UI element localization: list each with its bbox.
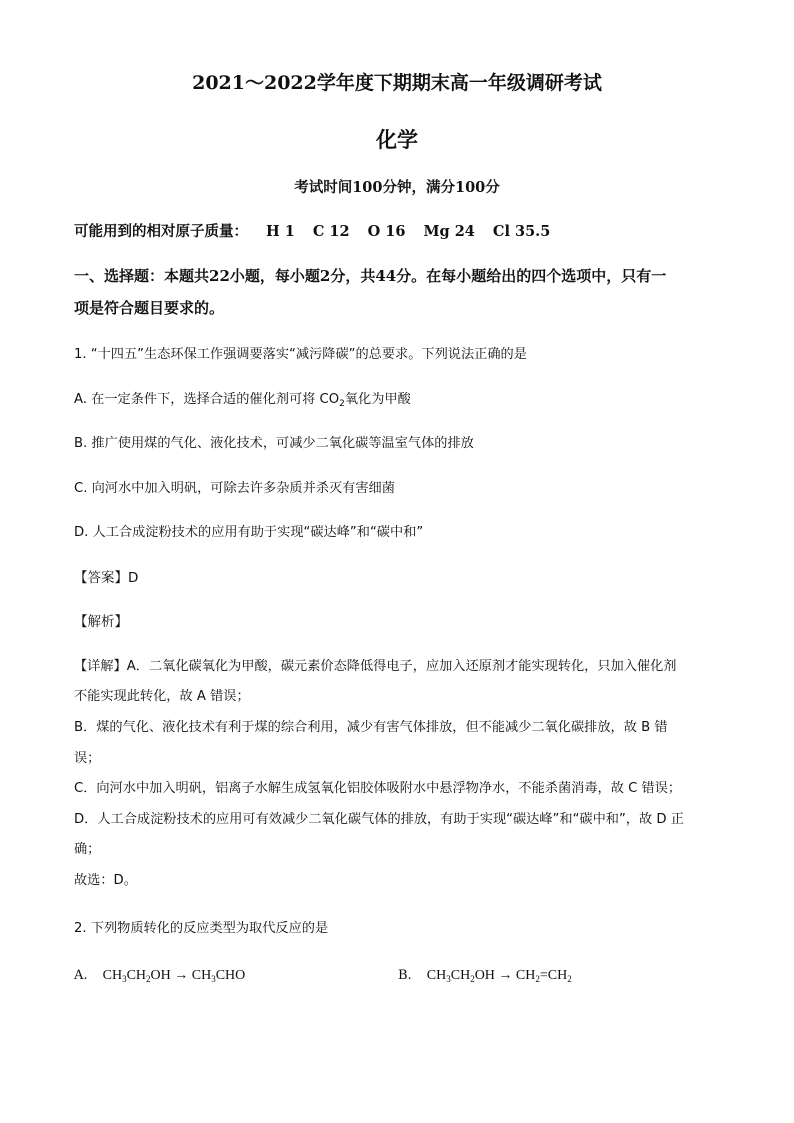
- answer-label: 【答案】: [74, 570, 128, 586]
- q1-detail-line: C．向河水中加入明矾，铝离子水解生成氢氧化铝胶体吸附水中悬浮物净水，不能杀菌消毒，故 C 错误；: [74, 781, 682, 796]
- atomic-mass-line: [74, 220, 550, 241]
- q2-option-b-formula: $CH_3CH_2OH \to CH_2=CH_2$: [426, 968, 572, 984]
- q1-detail-line: D．人工合成淀粉技术的应用可有效减少二氧化碳气体的排放，有助于实现“碳达峰”和“碳中和”，故 D 正: [74, 812, 684, 827]
- q2-stem: 2. 下列物质转化的反应类型为取代反应的是: [74, 921, 329, 936]
- q2-option-b-label: B.: [398, 968, 412, 983]
- q1-option-a-text-end: 氧化为甲酸: [344, 392, 411, 407]
- q1-detail-line: B．煤的气化、液化技术有利于煤的综合利用，减少有害气体排放，但不能减少二氧化碳排放，故 B 错: [74, 720, 668, 735]
- atomic-mass-label: 可能用到的相对原子质量：: [74, 223, 248, 240]
- mass-mg: Mg 24: [423, 223, 475, 240]
- q1-detail-line: 不能实现此转化，故 A 错误；: [74, 689, 250, 704]
- answer-value: D: [128, 570, 139, 586]
- q1-answer: [74, 566, 138, 586]
- q1-option-a-sub: 2: [339, 399, 345, 409]
- q1-detail-line: 故选：D。: [74, 873, 137, 888]
- q1-stem: 1. “十四五”生态环保工作强调要落实“减污降碳”的总要求。下列说法正确的是: [74, 347, 527, 362]
- page-title: 2021～2022学年度下期期末高一年级调研考试: [192, 72, 602, 94]
- mass-h: H 1: [266, 223, 295, 240]
- q1-detail-line: 确；: [74, 842, 101, 857]
- q1-option-a: [74, 388, 411, 407]
- q2-option-a: [74, 964, 245, 984]
- q1-option-d: D. 人工合成淀粉技术的应用有助于实现“碳达峰”和“碳中和”: [74, 525, 424, 540]
- q2-option-b: [398, 964, 572, 984]
- mass-o: O 16: [367, 223, 406, 240]
- q1-option-c: C. 向河水中加入明矾，可除去许多杂质并杀灭有害细菌: [74, 481, 395, 496]
- mass-cl: Cl 35.5: [492, 223, 551, 240]
- section-heading-line1: 一、选择题：本题共22小题，每小题2分，共44分。在每小题给出的四个选项中，只有一: [74, 267, 667, 285]
- q1-detail-line: 【详解】A．二氧化碳氧化为甲酸，碳元素价态降低得电子，应加入还原剂才能实现转化，只加入催化剂: [74, 659, 677, 674]
- section-heading-line2: 项是符合题目要求的。: [74, 299, 225, 317]
- exam-time-info: 考试时间100分钟，满分100分: [294, 179, 500, 196]
- mass-c: C 12: [312, 223, 350, 240]
- q1-option-a-text: A. 在一定条件下，选择合适的催化剂可将 CO: [74, 392, 340, 407]
- q2-option-a-label: A.: [74, 968, 88, 983]
- q2-option-a-formula: $CH_3CH_2OH \to CH_3CHO$: [102, 968, 246, 984]
- q1-option-b: B. 推广使用煤的气化、液化技术，可减少二氧化碳等温室气体的排放: [74, 436, 474, 451]
- q1-detail-line: 误；: [74, 751, 101, 766]
- subject-title: 化学: [376, 127, 418, 152]
- q1-analysis-label: 【解析】: [74, 614, 128, 630]
